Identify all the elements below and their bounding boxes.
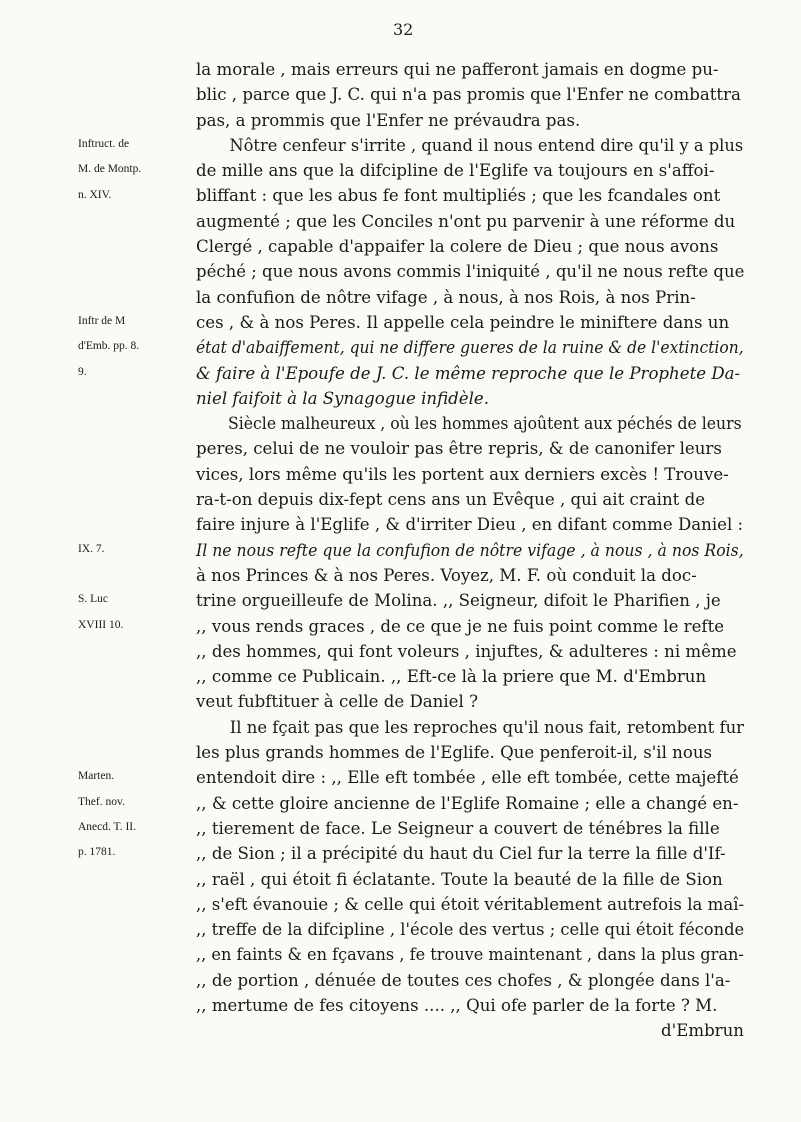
text-line: de mille ans que la difcipline de l'Eglife va toujours en s'affoi- <box>196 161 715 181</box>
text-line: ,, raël , qui étoit fi éclatante. Toute la beauté de la fille de Sion <box>196 869 723 889</box>
text-line: ,, de portion , dénuée de toutes ces chofes , & plongée dans l'a- <box>196 970 731 990</box>
text-line: ra-t-on depuis dix-fept cens ans un Evêque , qui ait craint de <box>196 490 706 510</box>
text-line: à nos Princes & à nos Peres. Voyez, M. F. où conduit la doc- <box>196 565 697 585</box>
margin-note: Inftr de M <box>78 315 126 327</box>
margin-note: Thef. nov. <box>78 795 125 808</box>
text-line: Clergé , capable d'appaifer la colere de Dieu ; que nous avons <box>196 237 719 257</box>
text-line: la confufion de nôtre vifage , à nous, à nos Rois, à nos Prin- <box>196 287 696 307</box>
text-line: ,, & cette gloire ancienne de l'Eglife Romaine ; elle a changé en- <box>196 793 739 813</box>
text-line: la morale , mais erreurs qui ne pafferont jamais en dogme pu- <box>196 60 719 79</box>
text-line: blic , parce que J. C. qui n'a pas promis que l'Enfer ne combattra <box>196 85 741 105</box>
text-line: ,, en faints & en fçavans , fe trouve maintenant , dans la plus gran- <box>196 945 744 965</box>
text-line: veut fubftituer à celle de Daniel ? <box>196 692 478 712</box>
text-line: d'Embrun <box>661 1021 744 1041</box>
text-line: ,, vous rends graces , de ce que je ne fuis point comme le refte <box>196 616 725 636</box>
text-line: Nôtre cenfeur s'irrite , quand il nous entend dire qu'il y a plus <box>229 135 744 155</box>
text-line: vices, lors même qu'ils les portent aux derniers excès ! Trouve- <box>196 464 729 484</box>
text-line: les plus grands hommes de l'Eglife. Que penferoit-il, s'il nous <box>196 743 713 763</box>
margin-note: M. de Montp. <box>78 163 142 176</box>
margin-note: XVIII 10. <box>78 618 124 631</box>
text-line: trine orgueilleufe de Molina. ,, Seigneur, difoit le Pharifien , je <box>196 591 721 611</box>
text-line: ,, des hommes, qui font voleurs , injuftes, & adulteres : ni même <box>196 641 737 661</box>
margin-note: Inftruct. de <box>78 137 130 150</box>
text-line: pas, a prommis que l'Enfer ne prévaudra pas. <box>196 110 581 130</box>
margin-note: Anecd. T. II. <box>78 821 137 833</box>
margin-note: S. Luc <box>78 593 109 606</box>
page-number: 32 <box>393 20 414 39</box>
text-line: ,, treffe de la difcipline , l'école des vertus ; celle qui étoit féconde <box>196 920 745 940</box>
text-line: Il ne nous refte que la confufion de nôtre vifage , à nous , à nos Rois, <box>196 540 744 560</box>
text-line: ,, comme ce Publicain. ,, Eft-ce là la priere que M. d'Embrun <box>196 667 707 687</box>
text-line: augmenté ; que les Conciles n'ont pu parvenir à une réforme du <box>196 211 736 231</box>
text-line: entendoit dire : ,, Elle eft tombée , elle eft tombée, cette majefté <box>196 768 739 788</box>
text-line: bliffant : que les abus fe font multipliés ; que les fcandales ont <box>196 186 721 206</box>
margin-note: IX. 7. <box>78 542 105 555</box>
text-line: niel faifoit à la Synagogue infidèle. <box>196 388 490 408</box>
text-line: ,, de Sion ; il a précipité du haut du Ciel fur la terre la fille d'If- <box>196 844 726 864</box>
text-line: état d'abaiffement, qui ne differe gueres de la ruine & de l'extinction, <box>196 338 744 358</box>
text-line: peres, celui de ne vouloir pas être repris, & de canonifer leurs <box>196 439 722 459</box>
body-text <box>196 57 744 1044</box>
margin-note: d'Emb. pp. 8. <box>78 340 140 353</box>
text-line: ces , & à nos Peres. Il appelle cela peindre le miniftere dans un <box>196 312 730 332</box>
margin-note: p. 1781. <box>78 846 116 859</box>
margin-note: Marten. <box>78 770 115 783</box>
text-line: péché ; que nous avons commis l'iniquité , qu'il ne nous refte que <box>196 262 745 282</box>
text-line: ,, tierement de face. Le Seigneur a couvert de ténébres la fille <box>196 818 720 838</box>
text-line: & faire à l'Epoufe de J. C. le même reproche que le Prophete Da- <box>196 363 741 383</box>
text-line: ,, s'eft évanouie ; & celle qui étoit véritablement autrefois la maî- <box>196 894 745 914</box>
margin-note: n. XIV. <box>78 188 112 201</box>
margin-note: 9. <box>78 365 87 378</box>
text-line: faire injure à l'Eglife , & d'irriter Dieu , en difant comme Daniel : <box>196 515 744 535</box>
text-line: Siècle malheureux , où les hommes ajoûtent aux péchés de leurs <box>228 414 742 434</box>
text-line: ,, mertume de fes citoyens .... ,, Qui ofe parler de la forte ? M. <box>196 995 718 1015</box>
text-line: Il ne fçait pas que les reproches qu'il nous fait, retombent fur <box>229 717 745 737</box>
